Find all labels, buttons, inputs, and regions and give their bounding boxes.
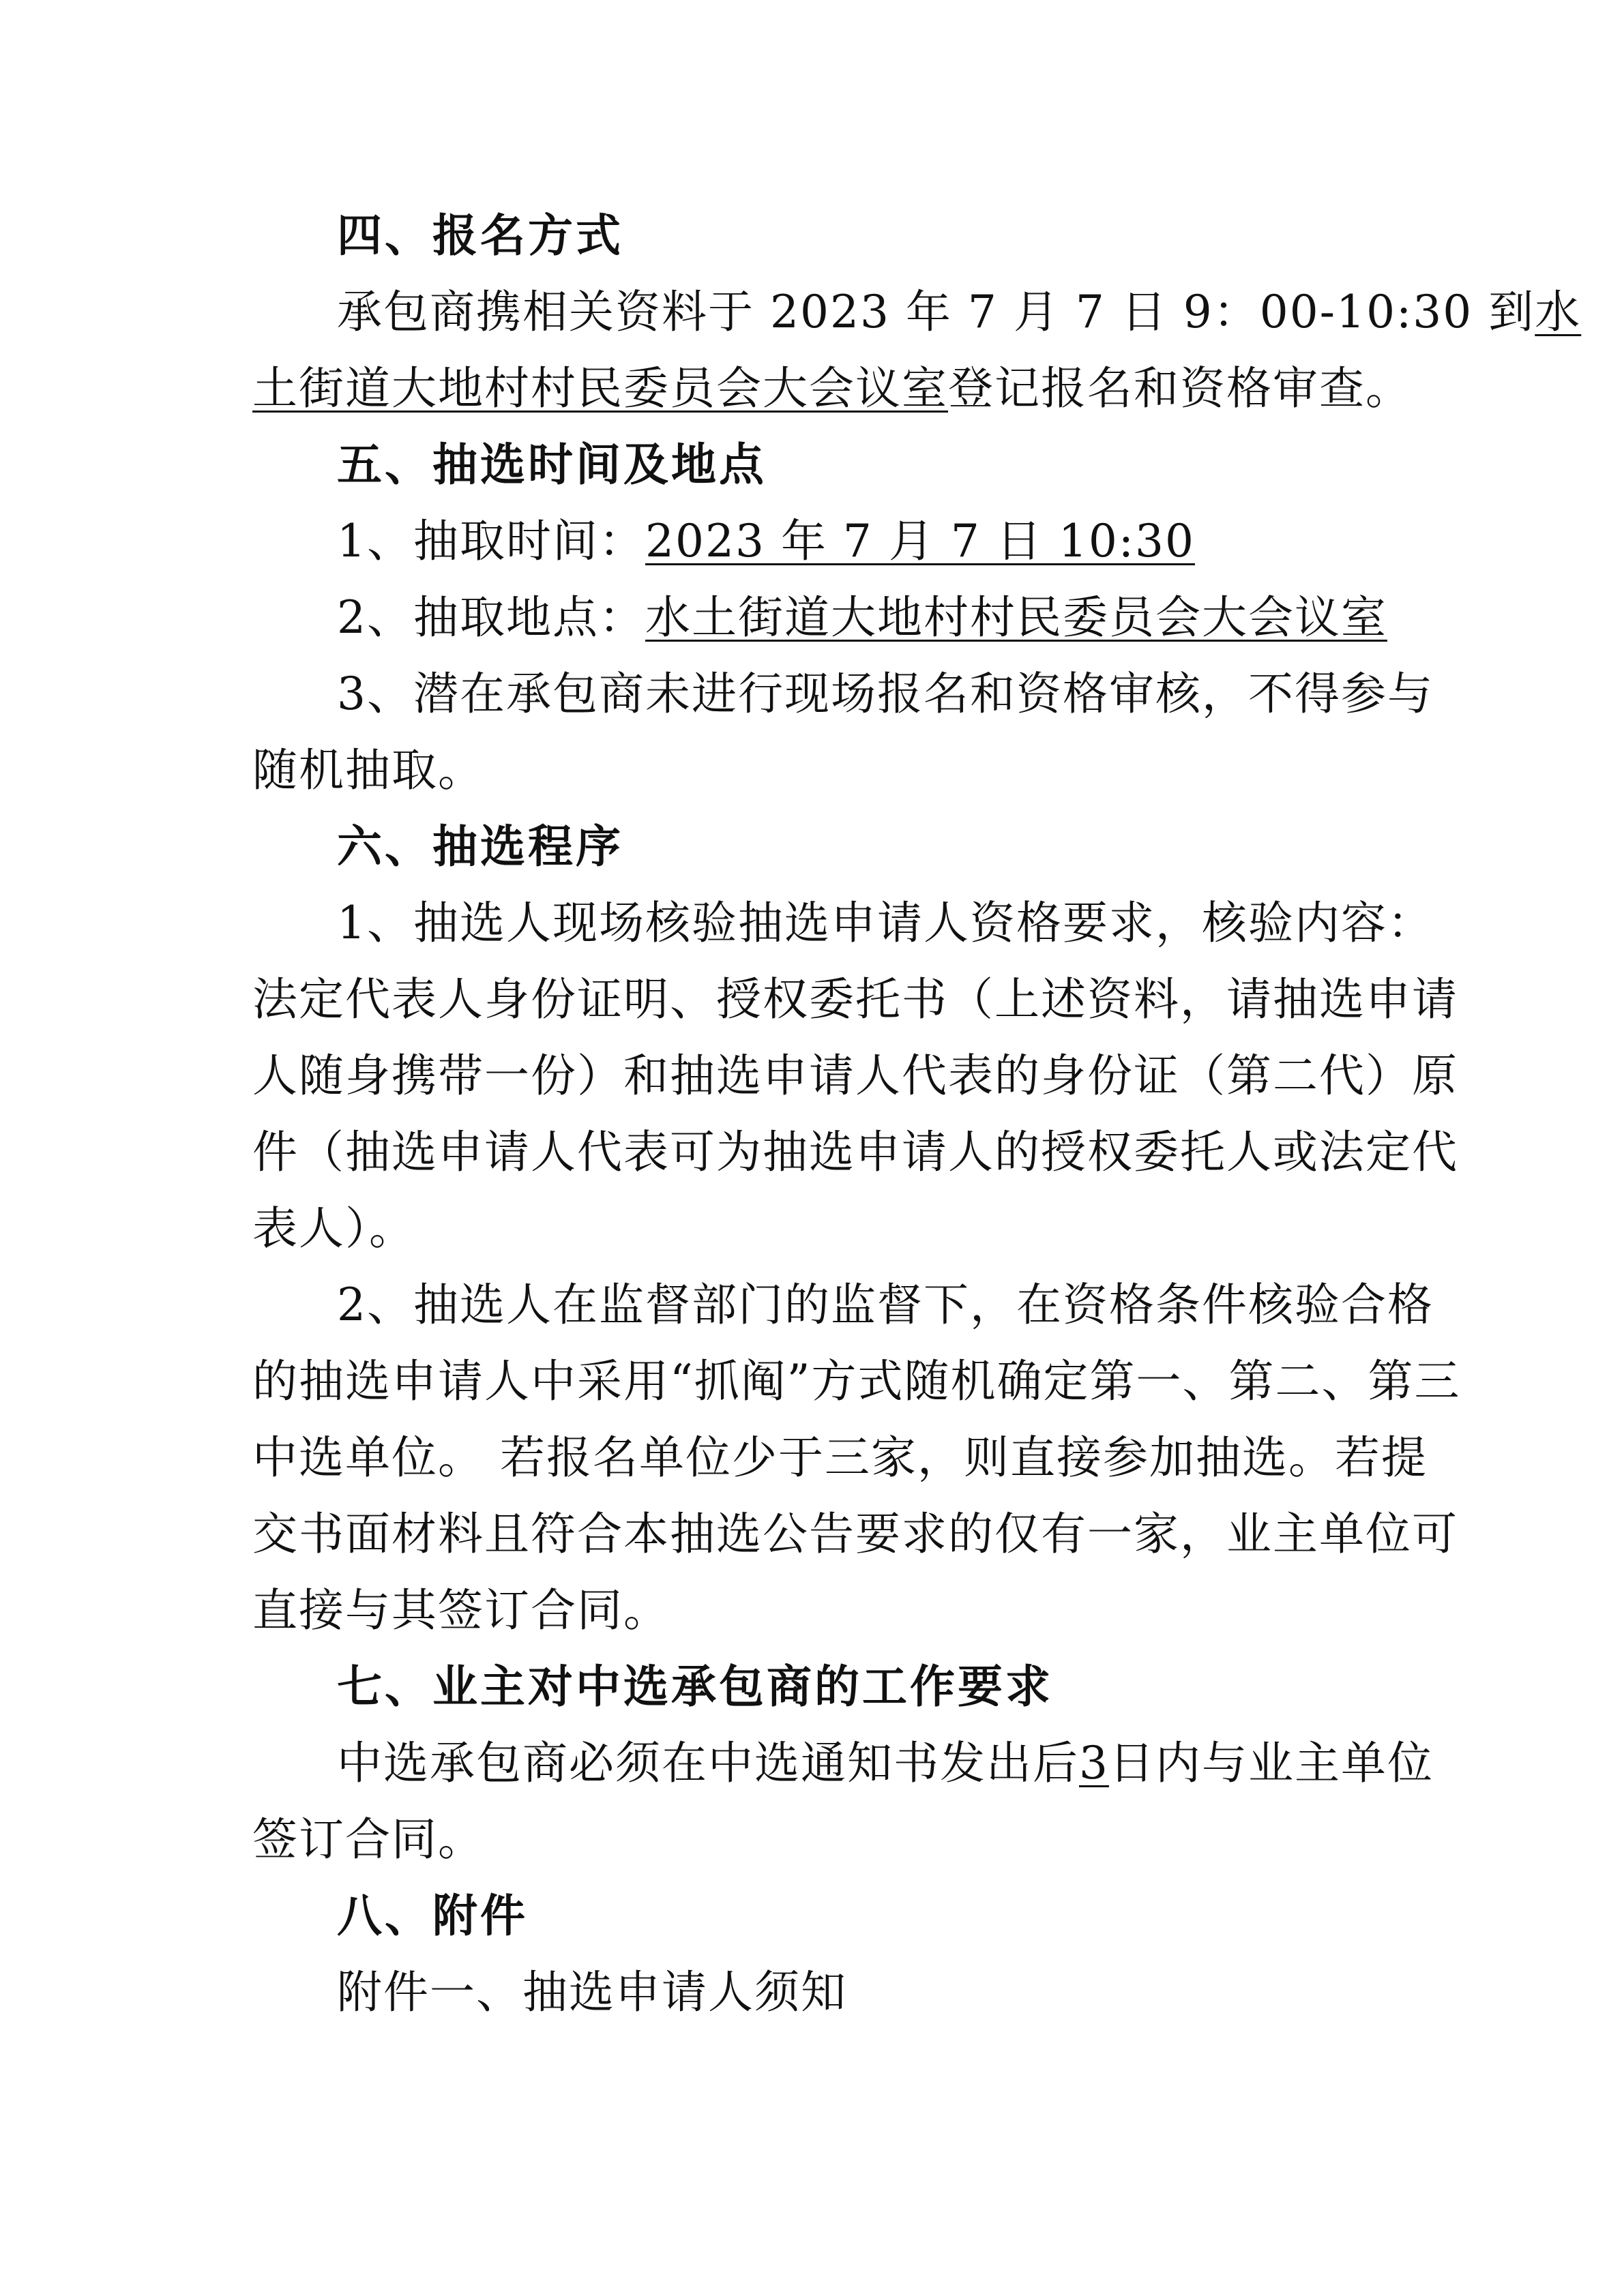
requirements-text: 中选承包商必须在中选通知书发出后 bbox=[337, 1737, 1079, 1789]
requirements-days: 3 bbox=[1079, 1737, 1109, 1789]
draw-time-label: 1、抽取时间： bbox=[337, 515, 645, 567]
registration-text: 承包商携相关资料于 2023 年 7 月 7 日 9：00-10:30 到 bbox=[337, 286, 1535, 338]
draw-place-line bbox=[252, 580, 1385, 656]
requirements-line-1 bbox=[252, 1725, 1434, 1802]
attachment-item-1: 附件一、抽选申请人须知 bbox=[337, 1966, 847, 2018]
draw-time-line bbox=[252, 503, 1385, 580]
procedure-1-line-1: 1、抽选人现场核验抽选申请人资格要求，核验内容： bbox=[337, 897, 1434, 949]
registration-location-part-1: 水 bbox=[1535, 286, 1582, 338]
draw-time-value: 2023 年 7 月 7 日 10:30 bbox=[645, 515, 1196, 567]
procedure-2-line-5: 直接与其签订合同。 bbox=[252, 1584, 670, 1637]
procedure-1-line-3: 人随身携带一份）和抽选申请人代表的身份证（第二代）原 bbox=[252, 1049, 1458, 1102]
section-heading-attachments: 八、附件 bbox=[337, 1890, 528, 1942]
procedure-2-line-2: 的抽选申请人中采用“抓阄”方式随机确定第一、第二、第三 bbox=[252, 1355, 1461, 1407]
draw-place-label: 2、抽取地点： bbox=[337, 591, 645, 644]
procedure-2-line-4: 交书面材料且符合本抽选公告要求的仅有一家，业主单位可 bbox=[252, 1508, 1458, 1560]
procedure-1-line-5: 表人）。 bbox=[252, 1202, 415, 1255]
registration-location-part-2: 土街道大地村村民委员会大会议室 bbox=[252, 362, 948, 415]
registration-text-end: 登记报名和资格审查。 bbox=[948, 362, 1412, 415]
requirements-text-end: 日内与业主单位 bbox=[1109, 1737, 1434, 1789]
procedure-1-line-2: 法定代表人身份证明、授权委托书（上述资料，请抽选申请 bbox=[252, 973, 1458, 1026]
registration-paragraph-line-2 bbox=[252, 351, 1412, 427]
procedure-2-line-1: 2、抽选人在监督部门的监督下，在资格条件核验合格 bbox=[337, 1279, 1434, 1331]
section-heading-procedure: 六、抽选程序 bbox=[337, 820, 623, 873]
draw-rule-line-1: 3、潜在承包商未进行现场报名和资格审核，不得参与 bbox=[337, 668, 1434, 720]
document-body bbox=[252, 198, 1582, 2031]
registration-paragraph-line-1 bbox=[252, 274, 1582, 351]
section-heading-time-place: 五、抽选时间及地点 bbox=[337, 438, 767, 491]
procedure-2-line-3: 中选单位。 若报名单位少于三家，则直接参加抽选。若提 bbox=[252, 1431, 1428, 1484]
requirements-line-2: 签订合同。 bbox=[252, 1813, 484, 1866]
draw-rule-line-2: 随机抽取。 bbox=[252, 744, 484, 796]
section-heading-registration: 四、报名方式 bbox=[337, 209, 623, 262]
draw-place-value: 水土街道大地村村民委员会大会议室 bbox=[645, 591, 1387, 644]
procedure-1-line-4: 件（抽选申请人代表可为抽选申请人的授权委托人或法定代 bbox=[252, 1126, 1458, 1178]
section-heading-requirements: 七、业主对中选承包商的工作要求 bbox=[337, 1660, 1053, 1713]
